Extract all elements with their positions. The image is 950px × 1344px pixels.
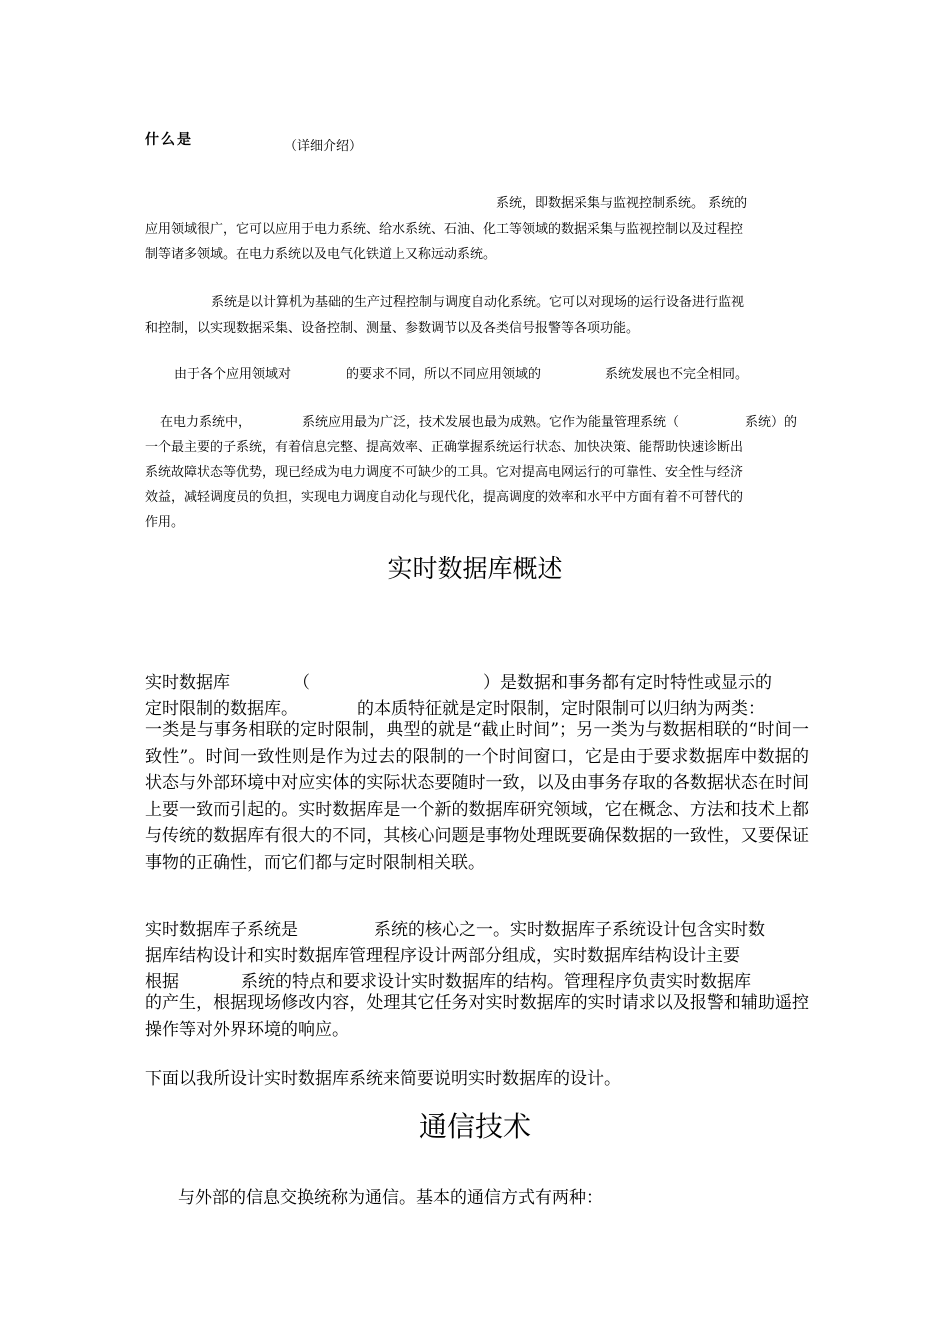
rtdb-p2-l1b: 系统的核心之一。实时数据库子系统设计包含实时数 <box>374 920 765 940</box>
rtdb-p1-l1b: （ <box>293 673 310 693</box>
p3-part-b: 的要求不同，所以不同应用领域的 <box>346 367 542 382</box>
comm-p1: 与外部的信息交换统称为通信。基本的通信方式有两种： <box>178 1188 603 1208</box>
p4-part-a: 在电力系统中， <box>160 415 252 430</box>
p4-line3: 系统故障状态等优势，现已经成为电力调度不可缺少的工具。它对提高电网运行的可靠性、安全性与经济 <box>145 465 744 480</box>
p1-line3: 制等诸多领域。在电力系统以及电气化铁道上又称远动系统。 <box>145 247 497 262</box>
p1-line2: 应用领域很广，它可以应用于电力系统、给水系统、石油、化工等领域的数据采集与监视控制以及过程控 <box>145 222 744 237</box>
rtdb-p2-l2: 据库结构设计和实时数据库管理程序设计两部分组成，实时数据库结构设计主要 <box>145 946 740 966</box>
p3-part-c: 系统发展也不完全相同。 <box>605 367 749 382</box>
rtdb-p1-l2a: 定时限制的数据库。 <box>145 699 298 719</box>
p4-line4: 效益，减轻调度员的负担，实现电力调度自动化与现代化，提高调度的效率和水平中方面有着不可替代的 <box>145 490 744 505</box>
p4-line2: 一个最主要的子系统，有着信息完整、提高效率、正确掌握系统运行状态、加快决策、能帮助快速诊断出 <box>145 440 744 455</box>
rtdb-p2-l3a: 根据 <box>145 972 179 992</box>
p4-part-b: 系统应用最为广泛，技术发展也最为成熟。它作为能量管理系统（ <box>302 415 680 430</box>
p2-line2: 和控制，以实现数据采集、设备控制、测量、参数调节以及各类信号报警等各项功能。 <box>145 321 640 336</box>
p1-line1: 系统，即数据采集与监视控制系统。 系统的 <box>496 196 748 211</box>
section-title-note: （详细介绍） <box>284 139 363 154</box>
p4-line5: 作用。 <box>145 515 185 530</box>
p4-part-c: 系统）的 <box>745 415 798 430</box>
rtdb-p2-rest: 的产生，根据现场修改内容，处理其它任务对实时数据库的实时请求以及报警和辅助遥控操作等对外界环境的响应。 <box>145 993 809 1040</box>
rtdb-p1-l1c: ）是数据和事务都有定时特性或显示的 <box>483 673 772 693</box>
section-heading-realtime-db: 实时数据库概述 <box>387 554 563 583</box>
rtdb-p1-rest: 一类是与事务相联的定时限制，典型的就是“截止时间”；另一类为与数据相联的“时间一致性”。时间一致性则是作为过去的限制的一个时间窗口，它是由于要求数据库中数据的状态与外部环境中对应实体的实际状态要随时一致，以及由事务存取的各数据状态在时间上要一致而引起的。实时数据库是一个新的数据库研究领域，它在概念、方法和技术上都与传统的数据库有很大的不同，其核心问题是事物处理既要确保数据的一致性，又要保证事物的正确性，而它们都与定时限制相关联。 <box>145 720 809 873</box>
section-heading-communication: 通信技术 <box>418 1110 531 1143</box>
p3-part-a: 由于各个应用领域对 <box>174 367 292 382</box>
p2-line1: 系统是以计算机为基础的生产过程控制与调度自动化系统。它可以对现场的运行设备进行监视 <box>211 295 745 310</box>
rtdb-p2-l3b: 系统的特点和要求设计实时数据库的结构。管理程序负责实时数据库 <box>241 972 751 992</box>
section-title-prefix: 什么是 <box>145 132 193 148</box>
rtdb-p1-l2b: 的本质特征就是定时限制，定时限制可以归纳为两类： <box>357 699 765 719</box>
rtdb-p2-l1a: 实时数据库子系统是 <box>145 920 298 940</box>
rtdb-p1-l1a: 实时数据库 <box>145 673 230 693</box>
rtdb-p3: 下面以我所设计实时数据库系统来简要说明实时数据库的设计。 <box>145 1069 621 1089</box>
